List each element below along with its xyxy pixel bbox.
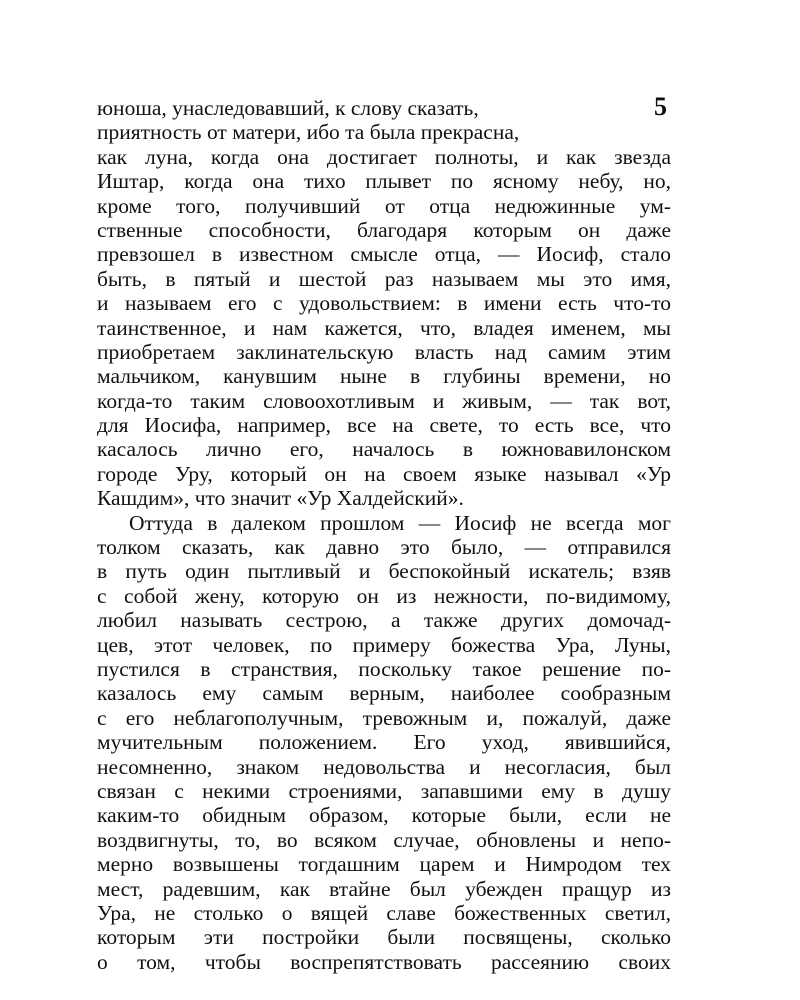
text-line: связан с некими строениями, запавшими ему в душу [97, 778, 671, 803]
text-line: мест, радевшим, как втайне был убежден пращур из [97, 876, 671, 901]
text-line: городе Уру, который он на своем языке называл «Ур [97, 461, 671, 486]
text-line: Иштар, когда она тихо плывет по ясному небу, но, [97, 169, 671, 194]
text-line: как луна, когда она достигает полноты, и как звезда [97, 144, 671, 169]
text-line: юноша, унаследовавший, к слову сказать, [97, 96, 479, 120]
text-line: воздвигнуты, то, во всяком случае, обновлены и непо- [97, 827, 671, 852]
paragraph-2 [97, 511, 671, 974]
page-number: 5 [654, 92, 667, 121]
text-line: несомненно, знаком недовольства и несогласия, был [97, 754, 671, 779]
text-line: мерно возвышены тогдашним царем и Нимродом тех [97, 852, 671, 877]
text-line: толком сказать, как давно это было, — отправился [97, 535, 671, 560]
text-line: каким-то обидным образом, которые были, если не [97, 803, 671, 828]
text-line: в путь один пытливый и беспокойный искатель; взяв [97, 559, 671, 584]
text-line: когда-то таким словоохотливым и живым, — так вот, [97, 388, 671, 413]
text-line: и называем его с удовольствием: в имени есть что-то [97, 291, 671, 316]
text-line: с его неблагополучным, тревожным и, пожалуй, даже [97, 705, 671, 730]
text-line: пустился в странствия, поскольку такое решение по- [97, 656, 671, 681]
text-line: Оттуда в далеком прошлом — Иосиф не всегда мог [129, 510, 671, 535]
text-line: мучительным положением. Его уход, явившийся, [97, 730, 671, 755]
text-line: которым эти постройки были посвящены, сколько [97, 925, 671, 950]
text-line: с собой жену, которую он из нежности, по-видимому, [97, 583, 671, 608]
text-line: кроме того, получивший от отца недюжинные ум- [97, 193, 671, 218]
text-line: мальчиком, канувшим ныне в глубины времени, но [97, 364, 671, 389]
text-block [97, 96, 671, 974]
text-line: быть, в пятый и шестой раз называем мы это имя, [97, 266, 671, 291]
text-line: любил называть сестрою, а также других домочад- [97, 608, 671, 633]
text-line: превзошел в известном смысле отца, — Иосиф, стало [97, 242, 671, 267]
text-line: приобретаем заклинательскую власть над самим этим [97, 339, 671, 364]
text-line: Кашдим», что значит «Ур Халдейский». [97, 486, 464, 511]
text-line: приятность от матери, ибо та была прекрасна, [97, 120, 520, 145]
text-line: цев, этот человек, по примеру божества Ура, Луны, [97, 632, 671, 657]
text-line: Ура, не столько о вящей славе божественных светил, [97, 900, 671, 925]
text-line: таинственное, и нам кажется, что, владея именем, мы [97, 315, 671, 340]
text-line: ственные способности, благодаря которым он даже [97, 217, 671, 242]
paragraph-1 [97, 96, 671, 511]
text-line: для Иосифа, например, все на свете, то есть все, что [97, 413, 671, 438]
text-line: казалось ему самым верным, наиболее сообразным [97, 681, 671, 706]
text-line: касалось лично его, началось в южновавилонском [97, 437, 671, 462]
text-line: о том, чтобы воспрепятствовать рассеянию своих [97, 949, 671, 974]
